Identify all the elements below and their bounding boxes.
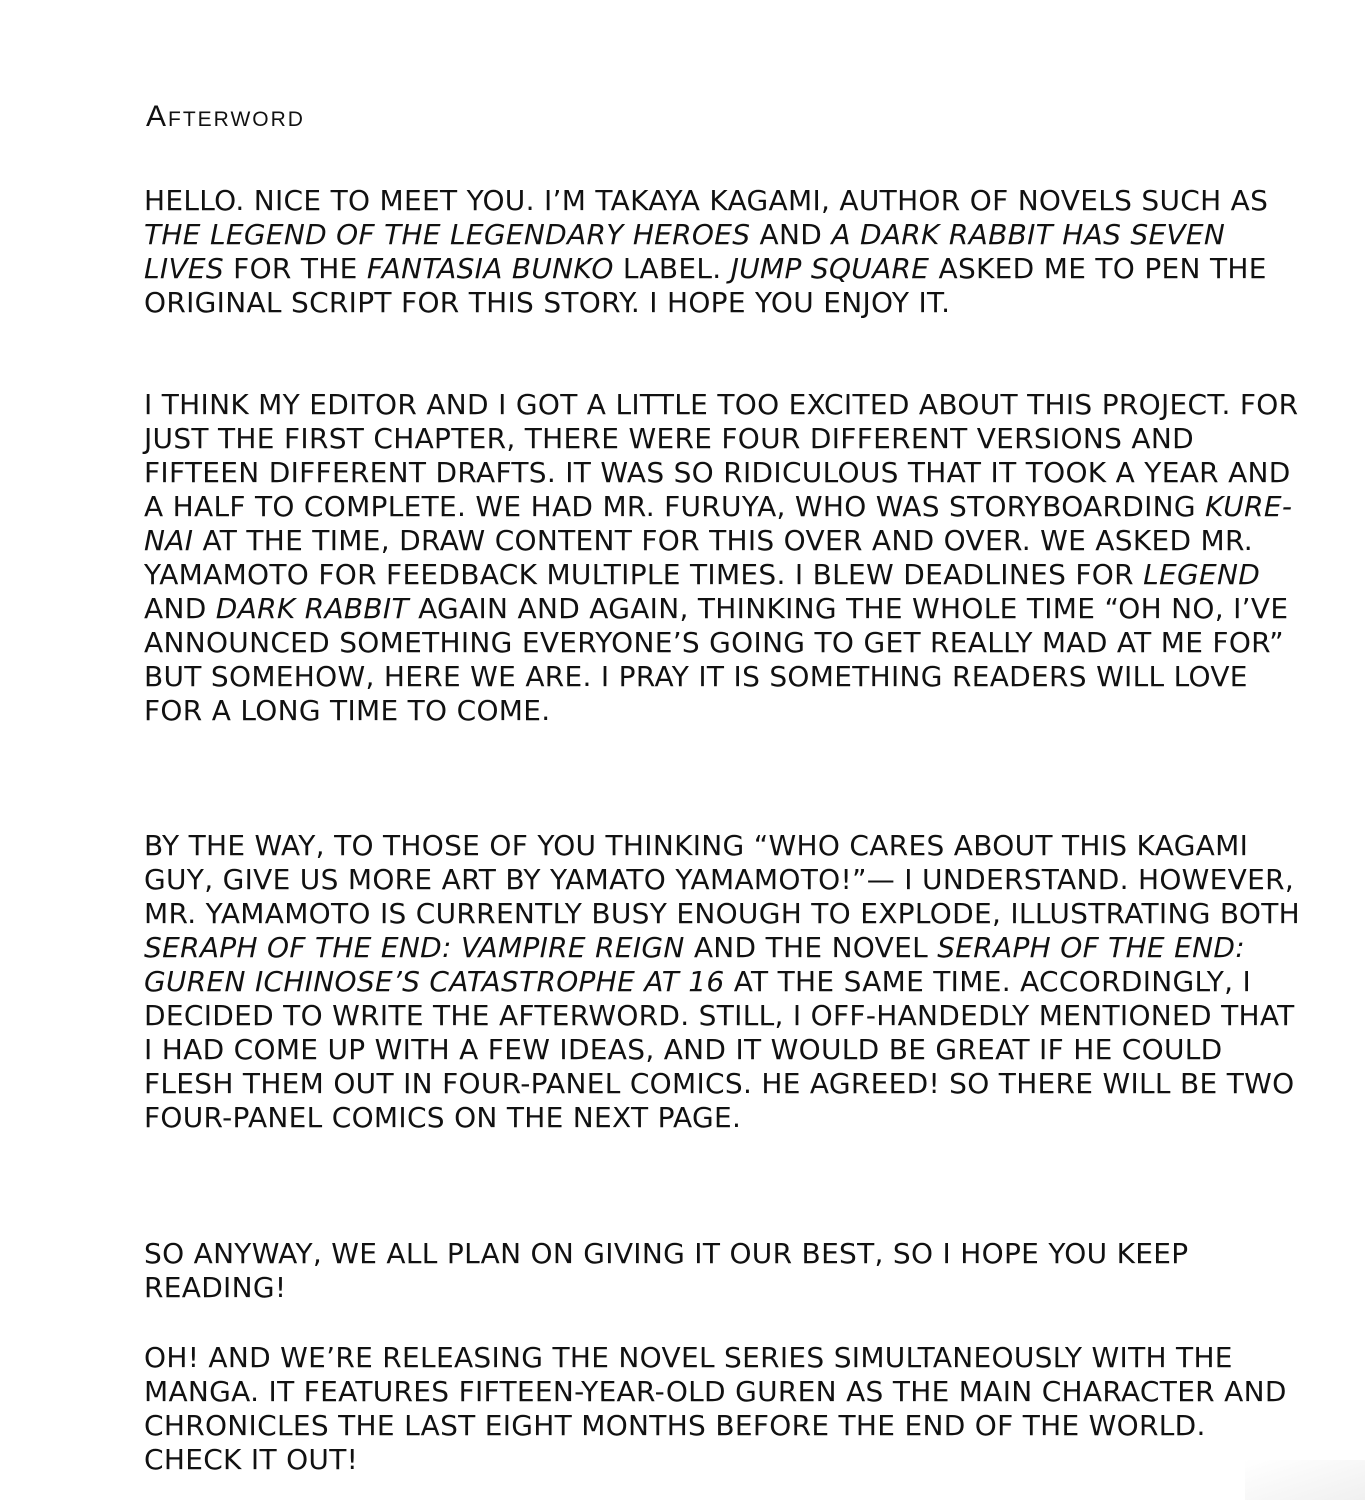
title-run: JUMP SQUARE — [730, 252, 930, 285]
title-run: SERAPH OF THE END: GUREN ICHINOSE’S CATASTROPHE AT 16 — [144, 931, 1245, 998]
title-run: FANTASIA BUNKO — [366, 252, 614, 285]
text-run: HELLO. NICE TO MEET YOU. I’M TAKAYA KAGAMI, AUTHOR OF — [144, 184, 1018, 217]
title-run: A DARK RABBIT HAS SEVEN LIVES — [144, 218, 1226, 285]
text-run: AT THE SAME TIME. ACCORDINGLY, I DECIDED TO WRITE THE AFTERWORD. STILL, I OFF-HANDEDLY MENTIONED THAT I HAD COME UP WITH A FEW IDEAS, AND IT WOULD BE GREAT IF HE COULD FLESH THEM OUT IN FOUR-PANEL COMICS. HE AGREED! SO THERE WILL BE TWO FOUR-PANEL COMICS ON THE NEXT PAGE. — [144, 965, 1295, 1134]
text-run: LABEL. — [613, 252, 731, 285]
title-run: DARK RABBIT — [215, 592, 409, 625]
text-run: OH! AND WE’RE RELEASING THE NOVEL SERIES SIMULTANEOUSLY WITH THE MANGA. IT FEATURES FIFTEEN-YEAR-OLD GUREN AS THE MAIN CHARACTER AND CHRONICLES THE LAST EIGHT MONTHS BEFORE THE END OF THE WORLD. CHECK IT OUT! — [144, 1341, 1287, 1476]
text-run: AT THE TIME, DRAW CONTENT FOR THIS OVER AND OVER. WE ASKED MR. YAMAMOTO FOR FEEDBACK MULTIPLE TIMES. I BLEW DEADLINES FOR — [144, 524, 1253, 591]
text-run: AND — [144, 592, 216, 625]
page-title: Afterword — [146, 100, 305, 133]
paragraph-illustrator — [144, 829, 1304, 1135]
text-run: SO ANYWAY, WE ALL PLAN ON GIVING IT OUR BEST, SO I HOPE YOU KEEP READING! — [144, 1237, 1189, 1304]
text-run: NOVELS SUCH AS — [1017, 184, 1269, 217]
title-run: LEGEND — [1143, 558, 1261, 591]
paragraph-project — [144, 388, 1304, 728]
text-run: BY THE WAY, TO THOSE OF YOU THINKING “WHO CARES ABOUT THIS KAGAMI GUY, GIVE US MORE ART BY YAMATO YAMAMOTO!”— I UNDERSTAND. HOWEVER, MR. YAMAMOTO IS CURRENTLY BUSY ENOUGH TO EXPLODE, ILLUSTRATING BOTH — [144, 829, 1301, 930]
text-run: AND THE NOVEL — [684, 931, 938, 964]
text-run: AGAIN AND AGAIN, THINKING THE WHOLE TIME “OH NO, I’VE ANNOUNCED SOMETHING EVERYONE’S GOING TO GET REALLY MAD AT ME FOR” BUT SOMEHOW, HERE WE ARE. I PRAY IT IS SOMETHING READERS WILL LOVE FOR A LONG TIME TO COME. — [144, 592, 1289, 727]
page-corner-shade — [1245, 1460, 1365, 1500]
title-run: KURE-NAI — [144, 490, 1293, 557]
text-run: I THINK MY EDITOR AND I GOT A LITTLE TOO EXCITED ABOUT THIS PROJECT. FOR JUST THE FIRST CHAPTER, THERE WERE FOUR DIFFERENT VERSIONS AND FIFTEEN DIFFERENT DRAFTS. IT WAS SO RIDICULOUS THAT IT TOOK A YEAR AND A HALF TO COMPLETE. WE HAD MR. FURUYA, WHO WAS STORYBOARDING — [144, 388, 1299, 523]
paragraph-intro — [144, 184, 1304, 320]
paragraph-closing — [144, 1237, 1304, 1305]
text-run: FOR THE — [223, 252, 367, 285]
paragraph-novel-series — [144, 1341, 1304, 1477]
title-run: THE LEGEND OF THE LEGENDARY HEROES — [144, 218, 751, 251]
title-run: SERAPH OF THE END: VAMPIRE REIGN — [144, 931, 685, 964]
text-run: AND — [750, 218, 832, 251]
text-run: ASKED ME TO PEN THE ORIGINAL SCRIPT FOR THIS STORY. I HOPE YOU ENJOY IT. — [144, 252, 1267, 319]
